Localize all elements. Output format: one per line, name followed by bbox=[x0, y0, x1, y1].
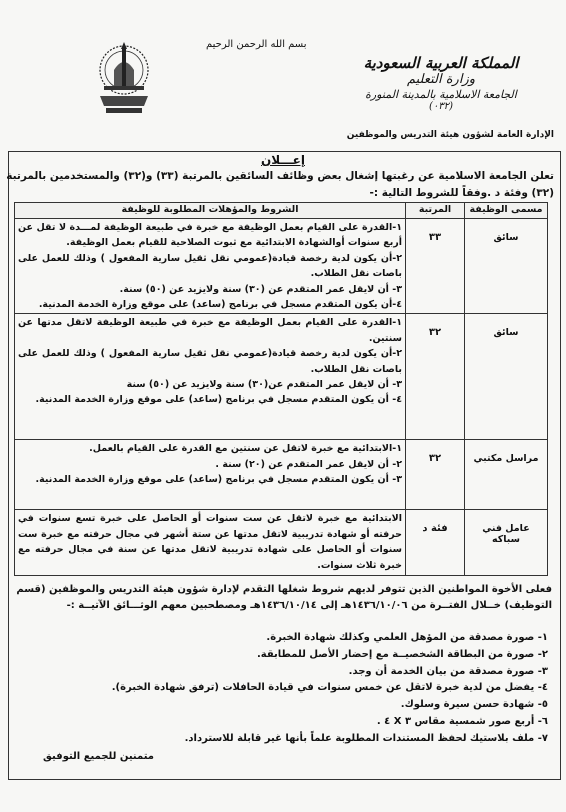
closing-line: متمنين للجميع التوفيق bbox=[43, 751, 154, 762]
university-logo bbox=[96, 40, 152, 116]
university-name: الجامعة الاسلامية بالمدينة المنورة bbox=[365, 87, 517, 101]
condition-item: ٣- أن لايقل عمر المتقدم عن(٣٠) سنة ولايزيد عن (٥٠) سنة bbox=[126, 379, 402, 391]
letterhead-code: (٠٣٢) bbox=[429, 100, 453, 112]
condition-item: ٤- أن يكون المتقدم مسجل في برنامج (ساعد) على موقع وزارة الخدمة المدنية. bbox=[35, 394, 402, 406]
letterhead bbox=[326, 54, 556, 113]
header-conditions: الشروط والمؤهلات المطلوبة للوظيفة bbox=[15, 203, 406, 219]
list-item: ٣- صورة مصدقة من بيان الخدمة أن وجد. bbox=[348, 665, 548, 677]
list-item: ٥- شهادة حسن سيرة وسلوك. bbox=[400, 699, 548, 711]
application-note: فعلى الأخوة المواطنين الذين تتوفر لديهم شروط شغلها التقدم لإدارة شؤون هيئة التدريس والموظفين (قسم التوظيف) خــلال الفتــرة من ١٤٣٦/١٠/٠٦هـ إلى ١٤٣٦/١٠/١٤هـ ومصطحبين معهم الوثـــائق الآتيــة :- bbox=[16, 584, 552, 611]
basmala: بسم الله الرحمن الرحيم bbox=[206, 39, 307, 50]
table-header-row bbox=[15, 203, 548, 219]
job-conditions bbox=[15, 440, 406, 510]
table-row bbox=[15, 510, 548, 576]
list-item: ١- صورة مصدقة من المؤهل العلمي وكذلك شهادة الخبرة. bbox=[266, 632, 548, 643]
announcement-title: إعـــلان bbox=[261, 153, 305, 167]
condition-item: ١-القدرة على القيام بعمل الوظيفة مع خبرة في طبيعة الوظيفة لاتقل مدتها عن سنتين. bbox=[18, 317, 402, 344]
condition-item: ٢-أن يكون لدية رخصة قيادة(عمومي نقل ثقيل سارية المفعول ) وذلك للعمل على باصات نقل الطلاب. bbox=[18, 252, 402, 280]
header-grade: المرتبة bbox=[406, 203, 465, 219]
condition-item: ١-القدرة على القيام بعمل الوظيفة مع خبرة في طبيعة الوظيفة لمـــدة لا تقل عن أربع سنوات أوالشهادة الابتدائية مع ثبوت الصلاحية للقيام بعمل الوظيفة. bbox=[18, 222, 402, 249]
required-documents-list bbox=[18, 630, 548, 748]
job-title: عامل فني سباكه bbox=[482, 523, 530, 546]
job-grade: ٣٣ bbox=[428, 232, 442, 243]
list-item: ٢- صورة من البطاقة الشخصيــة مع إحضار الأصل للمطابقة. bbox=[256, 648, 548, 660]
condition-item: ٣- أن لايقل عمر المتقدم عن (٣٠) سنة ولايزيد عن (٥٠) سنة. bbox=[119, 283, 402, 295]
job-title: مراسل مكتبي bbox=[473, 453, 539, 465]
job-conditions bbox=[15, 314, 406, 440]
condition-item: الابتدائية مع خبرة لاتقل عن ست سنوات أو الحاصل على خبرة تسع سنوات في حرفته أو شهادة تدريبية لاتقل مدتها عن ستة أشهر في مجال حرفته مع خبرة ست سنوات أو الحاصل على شهادة تدريبية لاتقل مدتها عن سنة في مجال حرفته مع خبرة ثلاث سنوات. bbox=[18, 513, 402, 571]
condition-item: ٤-أن يكون المتقدم مسجل في برنامج (ساعد) على موقع وزارة الخدمة المدنية. bbox=[38, 299, 402, 311]
list-item: ٧- ملف بلاستيك لحفظ المستندات المطلوبة علماً بأنها غير قابلة للاسترداد. bbox=[184, 732, 548, 744]
list-item: ٤- يفضل من لدية خبرة لاتقل عن خمس سنوات في قيادة الحافلات (ترفق شهادة الخبرة). bbox=[111, 682, 548, 694]
condition-item: ٢- أن لايقل عمر المتقدم عن (٢٠) سنة . bbox=[215, 458, 402, 470]
job-conditions bbox=[15, 219, 406, 314]
table-row bbox=[15, 219, 548, 314]
header-title: مسمى الوظيفة bbox=[465, 203, 548, 219]
announcement-intro: تعلن الجامعة الاسلامية عن رغبتها إشغال بعض وظائف السائقين بالمرتبة (٣٣) و(٣٢) والمستخدمين بالمرتبة (٣٢) وفئة د .وفقاً للشروط التالية :- bbox=[6, 170, 554, 199]
job-conditions bbox=[15, 510, 406, 576]
ministry-name: وزارة التعليم bbox=[406, 72, 476, 87]
condition-item: ١-الابتدائية مع خبرة لاتقل عن سنتين مع القدرة على القيام بالعمل. bbox=[89, 443, 402, 455]
job-grade: ٣٢ bbox=[428, 453, 442, 465]
job-grade: فئة د bbox=[422, 523, 448, 535]
job-title: سائق bbox=[493, 232, 519, 243]
table-row bbox=[15, 440, 548, 510]
jobs-table bbox=[14, 202, 548, 576]
job-grade: ٣٢ bbox=[428, 327, 442, 339]
job-title: سائق bbox=[493, 327, 519, 339]
condition-item: ٣- أن يكون المتقدم مسجل في برنامج (ساعد) على موقع وزارة الخدمة المدنية. bbox=[35, 474, 402, 486]
department-name: الإدارة العامة لشؤون هيئة التدريس والموظفين bbox=[346, 130, 554, 140]
kingdom-name: المملكة العربية السعودية bbox=[363, 54, 519, 72]
table-row bbox=[15, 314, 548, 440]
condition-item: ٢-أن يكون لدية رخصة قيادة(عمومي نقل ثقيل سارية المفعول ) وذلك للعمل على باصات نقل الطلاب. bbox=[18, 348, 402, 375]
list-item: ٦- أربع صور شمسية مقاس ٣ X ٤ . bbox=[376, 715, 548, 727]
